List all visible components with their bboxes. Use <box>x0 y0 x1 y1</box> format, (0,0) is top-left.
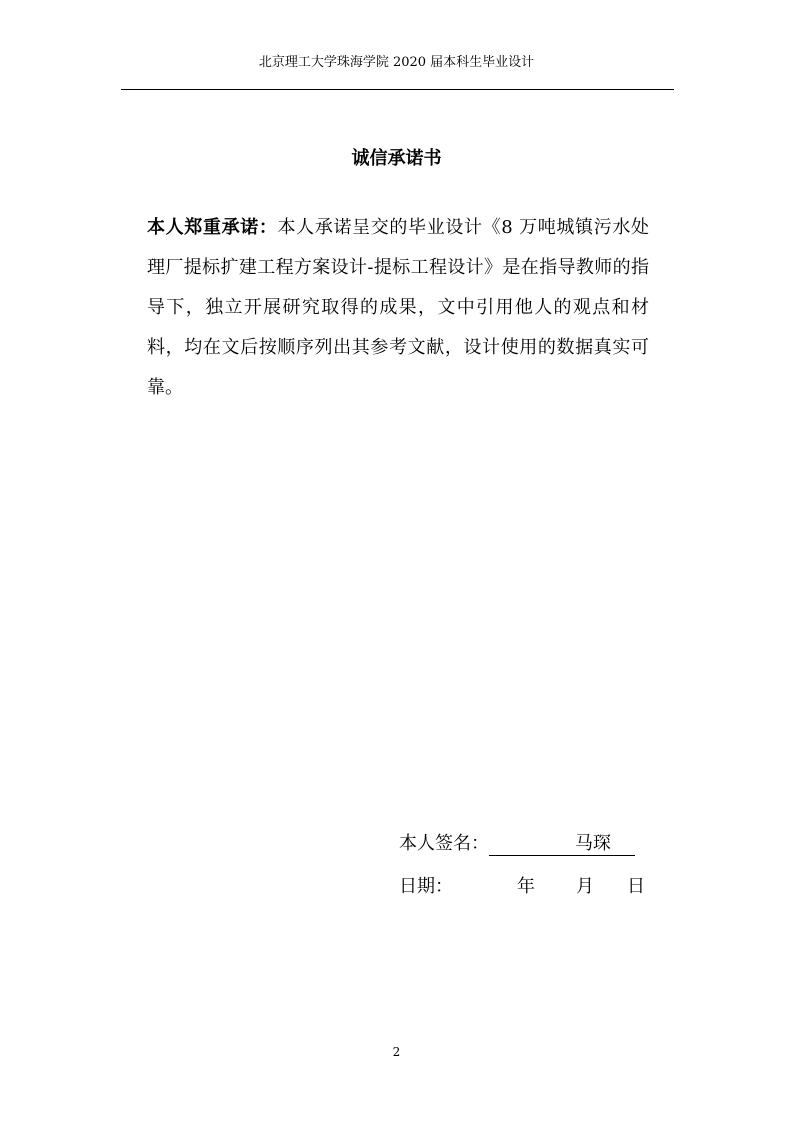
document-title: 诚信承诺书 <box>351 148 442 169</box>
pledge-text: 本人承诺呈交的毕业设计《8 万吨城镇污水处理厂提标扩建工程方案设计-提标工程设计》是在指导教师的指导下，独立开展研究取得的成果，文中引用他人的观点和材料，均在文后按顺序列出其参考文献，设计使用的数据真实可靠。 <box>147 217 650 398</box>
date-year-label: 年 <box>517 876 535 897</box>
pledge-paragraph <box>147 208 649 408</box>
page-number: 2 <box>392 1045 401 1059</box>
date-day-label: 日 <box>627 876 645 897</box>
date-label: 日期： <box>399 876 453 897</box>
pledge-lead: 本人郑重承诺： <box>147 217 278 238</box>
page-header: 北京理工大学珠海学院 2020 届本科生毕业设计 <box>258 55 535 70</box>
date-month-label: 月 <box>576 876 594 897</box>
signature-row <box>399 832 635 856</box>
signature-field: 马琛 <box>489 833 635 856</box>
signature-label: 本人签名： <box>399 833 489 854</box>
date-row <box>399 875 645 899</box>
header-rule <box>121 89 674 90</box>
